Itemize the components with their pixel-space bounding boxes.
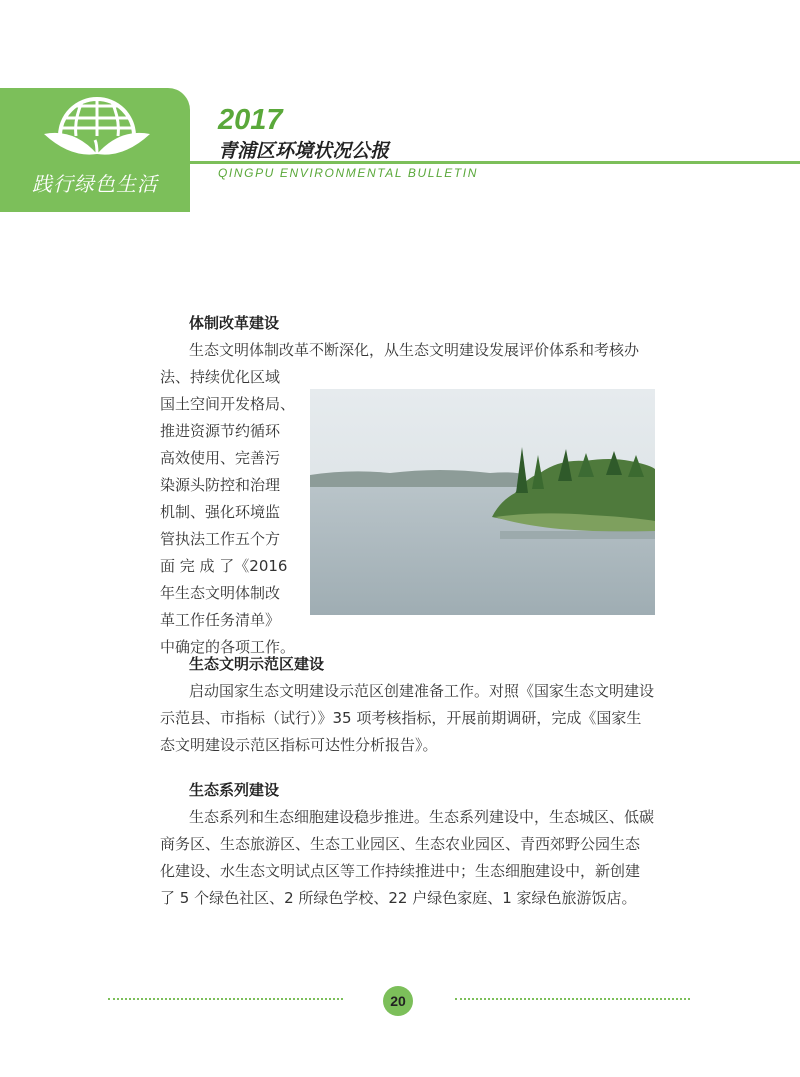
paragraph-line: 中确定的各项工作。 <box>160 638 296 656</box>
footer-dotted-line-left <box>108 998 343 1000</box>
paragraph-line: 化建设、水生态文明试点区等工作持续推进中；生态细胞建设中，新创建 <box>160 862 641 880</box>
bulletin-title-english: QINGPU ENVIRONMENTAL BULLETIN <box>218 166 478 180</box>
paragraph-line: 示范县、市指标（试行）》35 项考核指标，开展前期调研，完成《国家生 <box>160 709 642 727</box>
paragraph-line: 法、持续优化区域 <box>160 368 281 386</box>
paragraph-line: 管执法工作五个方 <box>160 530 281 548</box>
paragraph-line: 商务区、生态旅游区、生态工业园区、生态农业园区、青西郊野公园生态 <box>160 835 641 853</box>
paragraph-line: 机制、强化环境监 <box>160 503 281 521</box>
paragraph-line: 启动国家生态文明建设示范区创建准备工作。对照《国家生态文明建设 <box>189 682 655 700</box>
bulletin-year: 2017 <box>218 104 283 136</box>
section-heading-reform: 体制改革建设 <box>189 314 280 332</box>
paragraph-line: 革工作任务清单》 <box>160 611 281 629</box>
paragraph-line: 生态系列和生态细胞建设稳步推进。生态系列建设中，生态城区、低碳 <box>189 808 655 826</box>
paragraph-line: 面 完 成 了《2016 <box>160 557 288 575</box>
bulletin-title: 青浦区环境状况公报 <box>218 140 390 162</box>
paragraph-line: 染源头防控和治理 <box>160 476 281 494</box>
globe-leaves-icon <box>0 88 190 168</box>
page-number: 20 <box>383 986 413 1016</box>
lake-photo <box>310 389 655 615</box>
paragraph-line: 了 5 个绿色社区、2 所绿色学校、22 户绿色家庭、1 家绿色旅游饭店。 <box>160 889 637 907</box>
logo-slogan: 践行绿色生活 <box>32 172 158 196</box>
footer-dotted-line-right <box>455 998 690 1000</box>
paragraph-line: 国土空间开发格局、 <box>160 395 296 413</box>
paragraph-line: 推进资源节约循环 <box>160 422 281 440</box>
paragraph-line: 高效使用、完善污 <box>160 449 281 467</box>
paragraph-line: 年生态文明体制改 <box>160 584 281 602</box>
paragraph-line: 态文明建设示范区指标可达性分析报告》。 <box>160 736 438 754</box>
section-heading-eco-series: 生态系列建设 <box>189 781 280 799</box>
paragraph-line: 生态文明体制改革不断深化，从生态文明建设发展评价体系和考核办 <box>189 341 640 359</box>
section-heading-demo-zone: 生态文明示范区建设 <box>189 655 325 673</box>
